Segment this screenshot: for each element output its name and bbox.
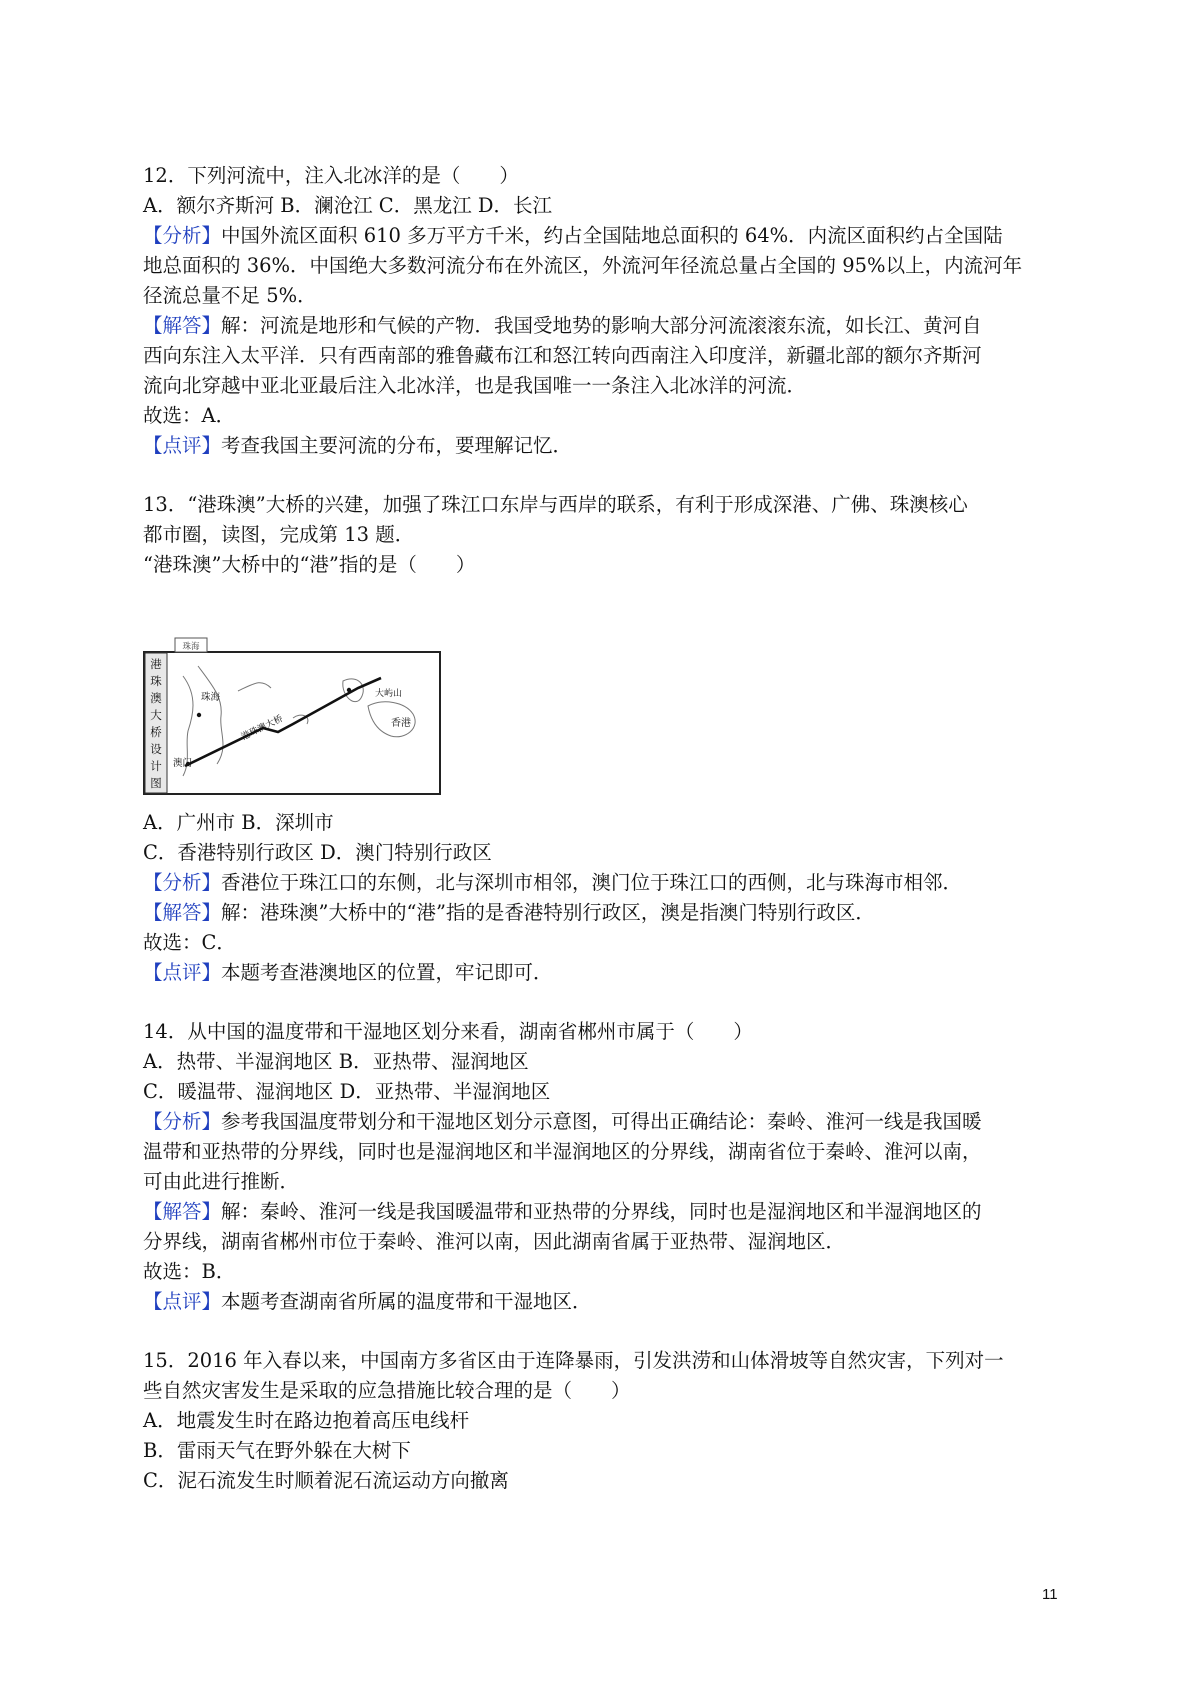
- q14-analysis-line-1: 【分析】参考我国温度带划分和干湿地区划分示意图，可得出正确结论：秦岭、淮河一线是我国暖: [143, 1110, 982, 1133]
- q15-option-b: B．雷雨天气在野外躲在大树下: [143, 1439, 411, 1462]
- q14-answer-line-2: 分界线，湖南省郴州市位于秦岭、淮河以南，因此湖南省属于亚热带、湿润地区．: [143, 1230, 846, 1253]
- page-number: 11: [1042, 1586, 1058, 1603]
- bridge-design-map: [143, 636, 443, 796]
- q12-comment: 【点评】考查我国主要河流的分布，要理解记忆．: [143, 434, 573, 457]
- answer-tag: 【解答】: [143, 314, 222, 337]
- q13-intro-line-1: 13．“港珠澳”大桥的兴建，加强了珠江口东岸与西岸的联系，有利于形成深港、广佛、珠澳核心: [143, 493, 968, 516]
- q15-option-a: A．地震发生时在路边抱着高压电线杆: [143, 1409, 470, 1432]
- map-title-char-3: 澳: [150, 691, 162, 705]
- q14-options-line-1: A．热带、半湿润地区 B．亚热带、湿润地区: [143, 1050, 529, 1073]
- q12-analysis-line-2: 地总面积的 36%．中国绝大多数河流分布在外流区，外流河年径流总量占全国的 95%以上，内流河年: [143, 254, 1023, 277]
- q13-analysis: 【分析】香港位于珠江口的东侧，北与深圳市相邻，澳门位于珠江口的西侧，北与珠海市相邻．: [143, 871, 963, 894]
- q13-options-line-2: C．香港特别行政区 D．澳门特别行政区: [143, 841, 492, 864]
- q14-choice: 故选：B．: [143, 1260, 236, 1283]
- q13-choice: 故选：C．: [143, 931, 236, 954]
- q13-options-line-1: A．广州市 B．深圳市: [143, 811, 334, 834]
- map-title-char-7: 计: [150, 759, 162, 773]
- q12-choice: 故选：A．: [143, 404, 236, 427]
- q14-options-line-2: C．暖温带、湿润地区 D．亚热带、半湿润地区: [143, 1080, 551, 1103]
- q12-answer-line-1: 【解答】解：河流是地形和气候的产物．我国受地势的影响大部分河流滚滚东流，如长江、黄河自: [143, 314, 982, 337]
- label-macao: 澳门: [173, 758, 193, 769]
- q13-stem: “港珠澳”大桥中的“港”指的是（ ）: [143, 553, 476, 576]
- label-zhuhai: 珠海: [201, 692, 221, 703]
- comment-tag: 【点评】: [143, 1290, 222, 1313]
- map-title-char-5: 桥: [150, 725, 162, 739]
- comment-tag: 【点评】: [143, 434, 222, 457]
- answer-tag: 【解答】: [143, 901, 222, 924]
- q15-option-c: C．泥石流发生时顺着泥石流运动方向撤离: [143, 1469, 509, 1492]
- map-top-label: 珠海: [182, 642, 200, 652]
- comment-tag: 【点评】: [143, 961, 222, 984]
- label-bridge: 港珠澳大桥: [239, 713, 285, 743]
- zhuhai-dot: [197, 713, 201, 717]
- q13-comment: 【点评】本题考查港澳地区的位置，牢记即可．: [143, 961, 553, 984]
- q14-analysis-line-2: 温带和亚热带的分界线，同时也是湿润地区和半湿润地区的分界线，湖南省位于秦岭、淮河以南，: [143, 1140, 982, 1163]
- analysis-tag: 【分析】: [143, 224, 222, 247]
- map-title-char-1: 港: [150, 657, 162, 671]
- analysis-tag: 【分析】: [143, 871, 222, 894]
- q14-stem: 14．从中国的温度带和干湿地区划分来看，湖南省郴州市属于（ ）: [143, 1020, 753, 1043]
- map-title-char-8: 图: [150, 776, 162, 790]
- q13-intro-line-2: 都市圈，读图，完成第 13 题．: [143, 523, 415, 546]
- q14-analysis-line-3: 可由此进行推断．: [143, 1170, 300, 1193]
- q12-options: A．额尔齐斯河 B．澜沧江 C．黑龙江 D．长江: [143, 194, 553, 217]
- q13-answer: 【解答】解：港珠澳”大桥中的“港”指的是香港特别行政区，澳是指澳门特别行政区．: [143, 901, 875, 924]
- q15-stem-line-1: 15．2016 年入春以来，中国南方多省区由于连降暴雨，引发洪涝和山体滑坡等自然灾害，下列对一: [143, 1349, 1004, 1372]
- q14-answer-line-1: 【解答】解：秦岭、淮河一线是我国暖温带和亚热带的分界线，同时也是湿润地区和半湿润地区的: [143, 1200, 982, 1223]
- label-dayushan: 大屿山: [375, 689, 403, 699]
- q15-stem-line-2: 些自然灾害发生是采取的应急措施比较合理的是（ ）: [143, 1379, 631, 1402]
- map-title-char-2: 珠: [150, 674, 162, 688]
- analysis-tag: 【分析】: [143, 1110, 222, 1133]
- q12-answer-line-3: 流向北穿越中亚北亚最后注入北冰洋，也是我国唯一一条注入北冰洋的河流．: [143, 374, 807, 397]
- q14-comment: 【点评】本题考查湖南省所属的温度带和干湿地区．: [143, 1290, 592, 1313]
- map-title-char-6: 设: [150, 742, 162, 756]
- answer-tag: 【解答】: [143, 1200, 222, 1223]
- map-title-char-4: 大: [150, 708, 162, 722]
- label-hongkong: 香港: [391, 718, 411, 729]
- q12-stem: 12．下列河流中，注入北冰洋的是（ ）: [143, 164, 519, 187]
- dayushan-dot: [347, 688, 351, 692]
- q12-answer-line-2: 西向东注入太平洋．只有西南部的雅鲁藏布江和怒江转向西南注入印度洋，新疆北部的额尔齐斯河: [143, 344, 982, 367]
- q12-analysis-line-1: 【分析】中国外流区面积 610 多万平方千米，约占全国陆地总面积的 64%．内流区面积约占全国陆: [143, 224, 1003, 247]
- q12-analysis-line-3: 径流总量不足 5%．: [143, 284, 317, 307]
